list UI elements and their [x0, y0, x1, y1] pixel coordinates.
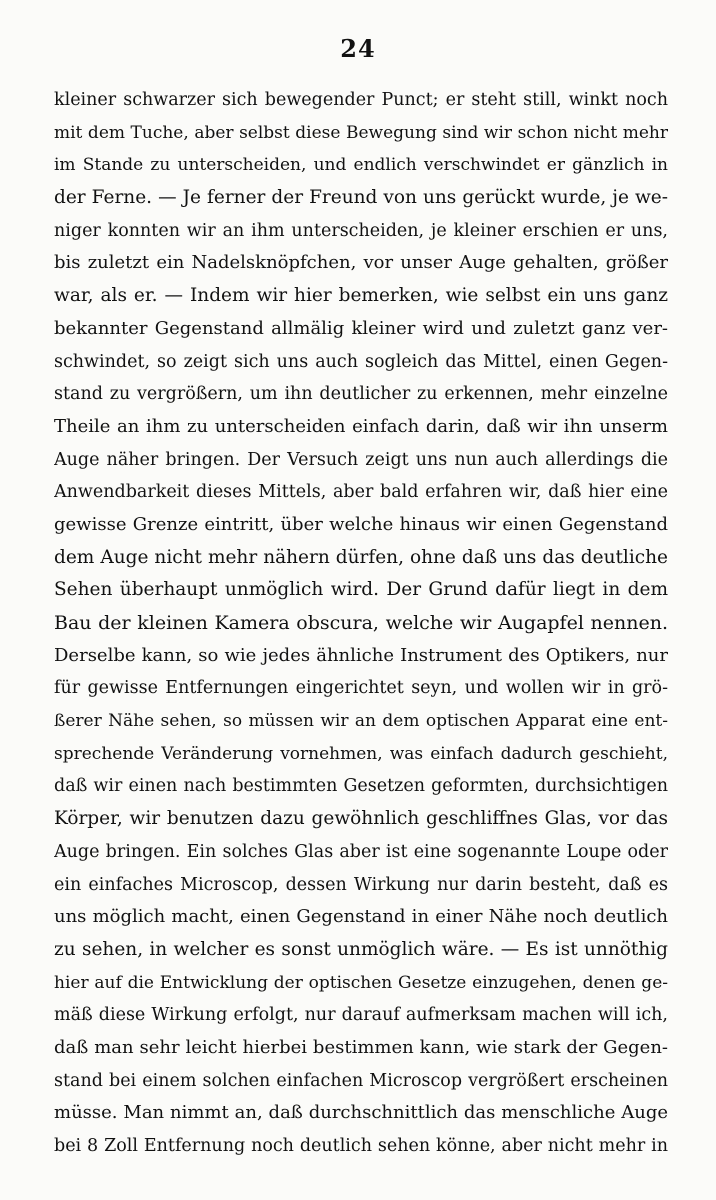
- text-line: bekannter Gegenstand allmälig kleiner wird und zuletzt ganz ver-: [54, 317, 668, 339]
- text-line: für gewisse Entfernungen eingerichtet seyn, und wollen wir in grö-: [54, 678, 668, 699]
- text-line: Anwendbarkeit dieses Mittels, aber bald erfahren wir, daß hier eine: [54, 482, 668, 503]
- text-line: mit dem Tuche, aber selbst diese Bewegung sind wir schon nicht mehr: [54, 122, 668, 143]
- text-line: Körper, wir benutzen dazu gewöhnlich geschliffnes Glas, vor das: [54, 808, 668, 830]
- page-number: 24: [340, 34, 376, 63]
- text-line: daß wir einen nach bestimmten Gesetzen geformten, durchsichtigen: [54, 776, 668, 797]
- text-line: Auge bringen. Ein solches Glas aber ist eine sogenannte Loupe oder: [54, 841, 668, 862]
- text-line: stand bei einem solchen einfachen Microscop vergrößert erscheinen: [54, 1070, 668, 1091]
- text-line: hier auf die Entwicklung der optischen Gesetze einzugehen, denen ge-: [54, 972, 668, 993]
- text-line: bei 8 Zoll Entfernung noch deutlich sehen könne, aber nicht mehr in: [54, 1136, 668, 1156]
- text-line: mäß diese Wirkung erfolgt, nur darauf aufmerksam machen will ich,: [54, 1005, 668, 1026]
- text-line: Bau der kleinen Kamera obscura, welche wir Augapfel nennen.: [54, 612, 668, 634]
- text-line: ßerer Nähe sehen, so müssen wir an dem optischen Apparat eine ent-: [54, 711, 668, 732]
- text-line: stand zu vergrößern, um ihn deutlicher zu erkennen, mehr einzelne: [54, 384, 668, 405]
- text-line: gewisse Grenze eintritt, über welche hinaus wir einen Gegenstand: [54, 513, 668, 535]
- text-line: der Ferne. — Je ferner der Freund von uns gerückt wurde, je we-: [54, 187, 668, 209]
- text-line: kleiner schwarzer sich bewegender Punct; er steht still, winkt noch: [54, 90, 668, 110]
- text-line: bis zuletzt ein Nadelsknöpfchen, vor unser Auge gehalten, größer: [54, 252, 668, 274]
- text-line: uns möglich macht, einen Gegenstand in einer Nähe noch deutlich: [54, 906, 668, 928]
- text-line: war, als er. — Indem wir hier bemerken, wie selbst ein uns ganz: [54, 285, 668, 307]
- text-line: sprechende Veränderung vornehmen, was einfach dadurch geschieht,: [54, 743, 668, 764]
- text-line: Auge näher bringen. Der Versuch zeigt uns nun auch allerdings die: [54, 449, 668, 470]
- text-line: daß man sehr leicht hierbei bestimmen kann, wie stark der Gegen-: [54, 1036, 668, 1058]
- text-line: müsse. Man nimmt an, daß durchschnittlich das menschliche Auge: [54, 1102, 668, 1124]
- text-line: zu sehen, in welcher es sonst unmöglich wäre. — Es ist unnöthig: [54, 938, 668, 960]
- text-line: Sehen überhaupt unmöglich wird. Der Grund dafür liegt in dem: [54, 579, 668, 601]
- text-line: Derselbe kann, so wie jedes ähnliche Instrument des Optikers, nur: [54, 644, 668, 666]
- text-line: niger konnten wir an ihm unterscheiden, je kleiner erschien er uns,: [54, 220, 668, 241]
- text-line: im Stande zu unterscheiden, und endlich verschwindet er gänzlich in: [54, 155, 668, 176]
- text-line: Theile an ihm zu unterscheiden einfach darin, daß wir ihn unserm: [54, 415, 668, 437]
- body-text: [54, 84, 668, 1163]
- text-line: ein einfaches Microscop, dessen Wirkung nur darin besteht, daß es: [54, 874, 668, 895]
- text-line: schwindet, so zeigt sich uns auch sogleich das Mittel, einen Gegen-: [54, 351, 668, 372]
- text-line: dem Auge nicht mehr nähern dürfen, ohne daß uns das deutliche: [54, 546, 668, 568]
